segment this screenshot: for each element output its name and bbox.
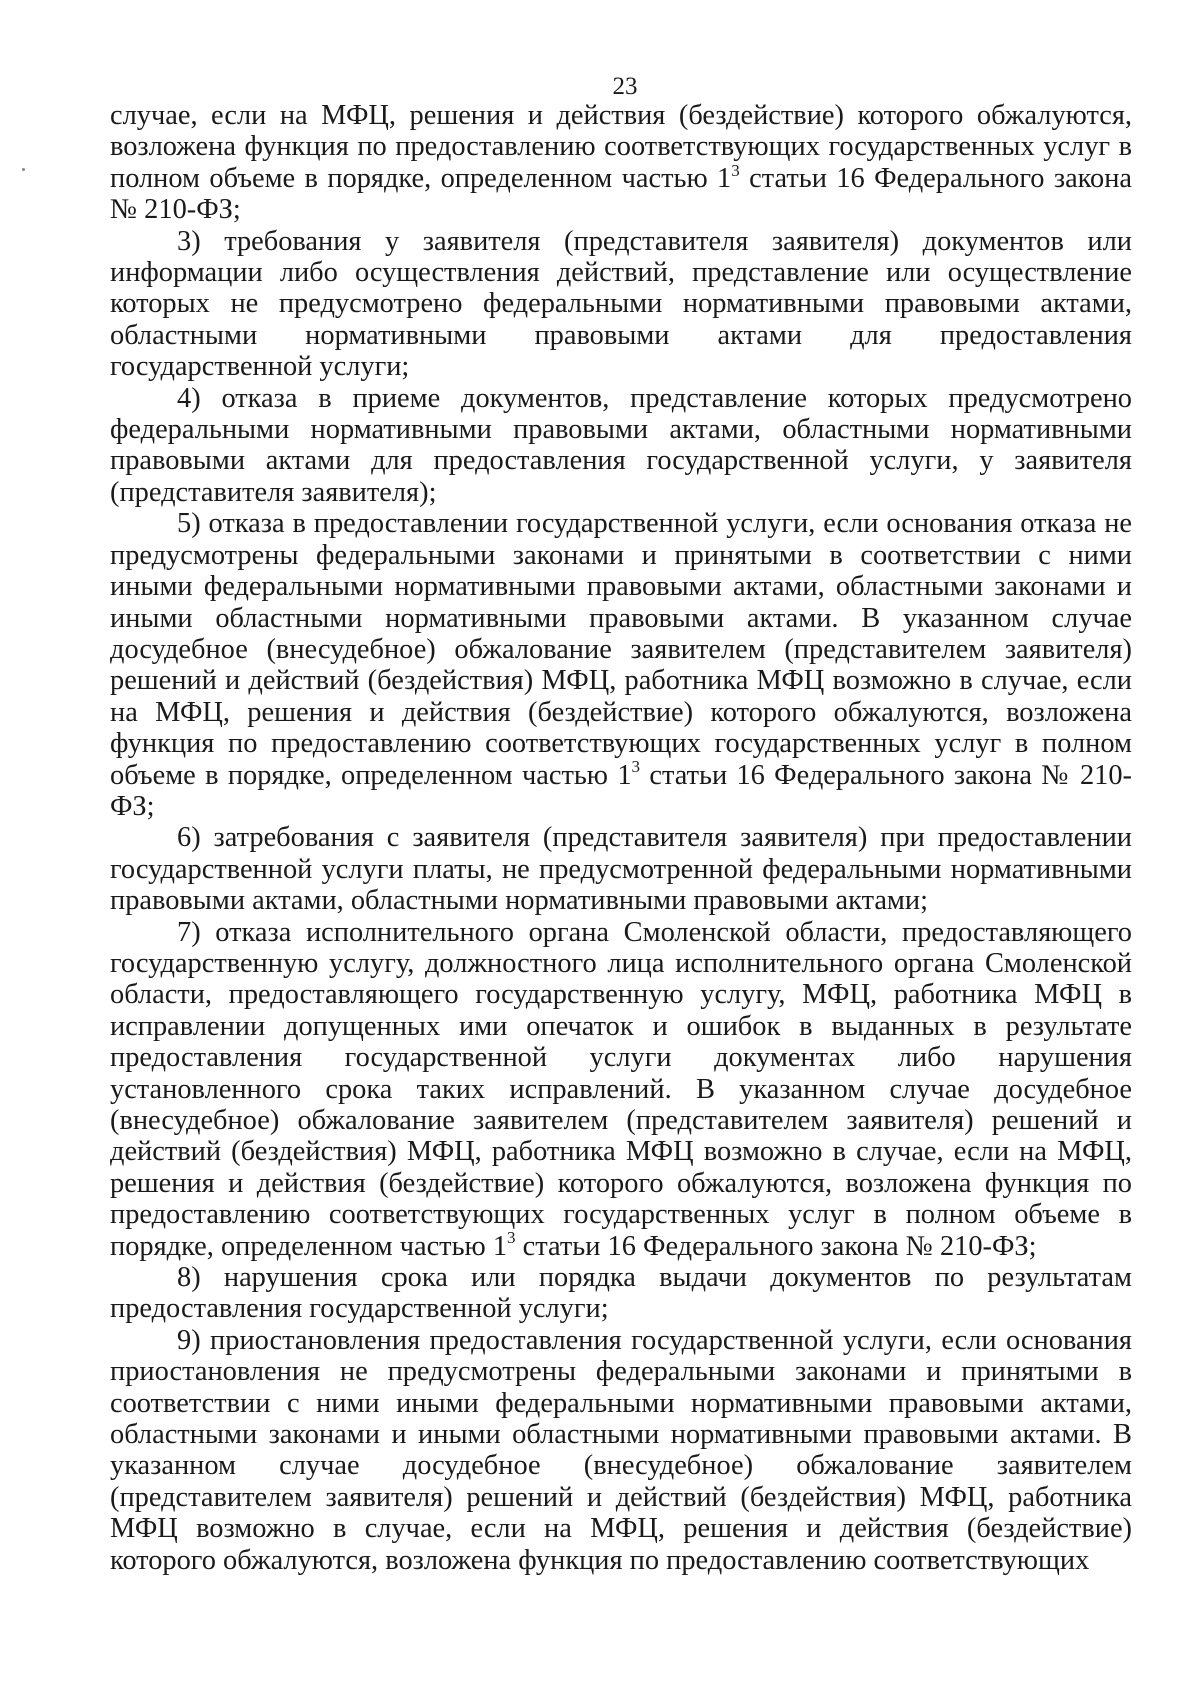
paragraph-text: 4) отказа в приеме документов, представление которых предусмотрено федеральными нормативными правовыми актами, областными нормативными правовыми актами для предоставления государственной услуги, у заявителя (представителя заявителя); <box>110 382 1132 508</box>
paragraph-item-9 <box>110 1325 1132 1576</box>
paragraph-text: статьи 16 Федерального закона № 210-ФЗ; <box>515 1230 1037 1262</box>
paragraph-continuation <box>110 100 1132 226</box>
paragraph-text: 7) отказа исполнительного органа Смоленской области, предоставляющего государственную услугу, должностного лица исполнительного органа Смоленской области, предоставляющего государственную услугу, МФЦ, работника МФЦ в исправлении допущенных ими опечаток и ошибок в выданных в результате предоставления государственной услуги документах либо нарушения установленного срока таких исправлений. В указанном случае досудебное (внесудебное) обжалование заявителем (представителем заявителя) решений и действий (бездействия) МФЦ, работника МФЦ возможно в случае, если на МФЦ, решения и действия (бездействие) которого обжалуются, возложена функция по предоставлению соответствующих государственных услуг в полном объеме в порядке, определенном частью 1 <box>110 916 1132 1262</box>
paragraph-item-3 <box>110 226 1132 383</box>
paragraph-text: 3) требования у заявителя (представителя заявителя) документов или информации либо осуществления действий, представление или осуществление которых не предусмотрено федеральными нормативными правовыми актами, областными нормативными правовыми актами для предоставления государственной услуги; <box>110 225 1132 383</box>
paragraph-text: 8) нарушения срока или порядка выдачи документов по результатам предоставления государственной услуги; <box>110 1262 1132 1325</box>
paragraph-text: 6) затребования с заявителя (представителя заявителя) при предоставлении государственной услуги платы, не предусмотренной федеральными нормативными правовыми актами, областными нормативными правовыми актами; <box>110 822 1132 917</box>
page-number: 23 <box>612 73 638 100</box>
paragraph-text: статьи 16 Федерального закона № 210-ФЗ; <box>110 162 1133 226</box>
paragraph-text: статьи 16 Федерального закона № 210-ФЗ; <box>110 759 1133 822</box>
paragraph-item-5 <box>110 508 1132 822</box>
paragraph-item-4 <box>110 383 1132 509</box>
paragraph-item-6 <box>110 822 1132 916</box>
paragraph-item-7 <box>110 917 1132 1262</box>
paragraph-item-8 <box>110 1262 1132 1325</box>
document-body <box>110 100 1132 1576</box>
scan-speck <box>22 168 25 171</box>
paragraph-text: случае, если на МФЦ, решения и действия (бездействие) которого обжалуются, возложена функция по предоставлению соответствующих государственных услуг в полном объеме в порядке, определенном частью 1 <box>110 100 1132 194</box>
superscript: 3 <box>731 160 740 180</box>
paragraph-text: 9) приостановления предоставления государственной услуги, если основания приостановления не предусмотрены федеральными законами и принятыми в соответствии с ними иными федеральными нормативными правовыми актами, областными законами и иными областными нормативными правовыми актами. В указанном случае досудебное (внесудебное) обжалование заявителем (представителем заявителя) решений и действий (бездействия) МФЦ, работника МФЦ возможно в случае, если на МФЦ, решения и действия (бездействие) которого обжалуются, возложена функция по предоставлению соответствующих <box>110 1324 1132 1576</box>
superscript: 3 <box>631 757 641 777</box>
paragraph-text: 5) отказа в предоставлении государственной услуги, если основания отказа не предусмотрены федеральными законами и принятыми в соответствии с ними иными федеральными нормативными правовыми актами, областными законами и иными областными нормативными правовыми актами. В указанном случае досудебное (внесудебное) обжалование заявителем (представителем заявителя) решений и действий (бездействия) МФЦ, работника МФЦ возможно в случае, если на МФЦ, решения и действия (бездействие) которого обжалуются, возложена функция по предоставлению соответствующих государственных услуг в полном объеме в порядке, определенном частью 1 <box>110 508 1132 791</box>
superscript: 3 <box>507 1228 516 1248</box>
